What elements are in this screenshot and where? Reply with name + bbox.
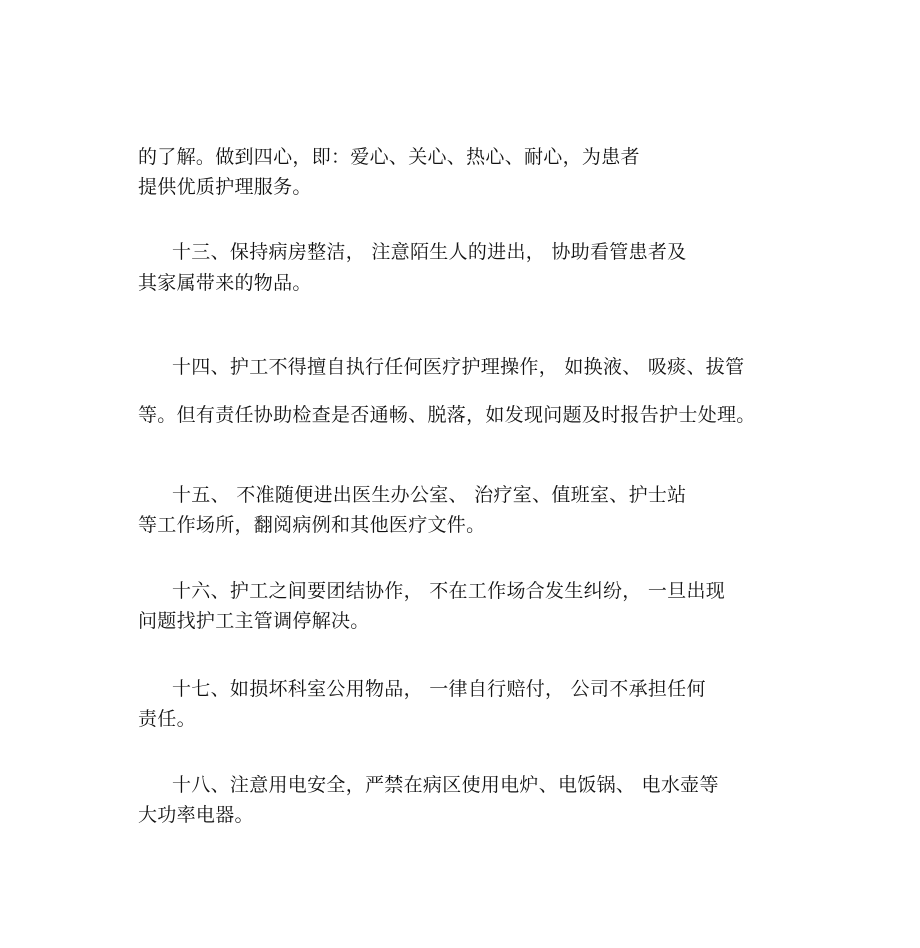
paragraph-line: 十五、 不准随便进出医生办公室、 治疗室、值班室、护士站 bbox=[172, 484, 687, 506]
paragraph-line: 等工作场所，翻阅病例和其他医疗文件。 bbox=[138, 514, 486, 536]
paragraph-line: 十三、保持病房整洁， 注意陌生人的进出， 协助看管患者及 bbox=[172, 241, 687, 263]
paragraph-line: 十八、注意用电安全，严禁在病区使用电炉、电饭锅、 电水壶等 bbox=[172, 774, 719, 796]
paragraph-line: 十六、护工之间要团结协作， 不在工作场合发生纠纷， 一旦出现 bbox=[172, 580, 726, 602]
paragraph-line: 大功率电器。 bbox=[138, 804, 254, 826]
paragraph-line: 的了解。做到四心，即：爱心、关心、热心、耐心，为患者 bbox=[138, 146, 640, 168]
paragraph-line: 十七、如损坏科室公用物品， 一律自行赔付， 公司不承担任何 bbox=[172, 678, 706, 700]
paragraph-line: 等。但有责任协助检查是否通畅、脱落，如发现问题及时报告护士处理。 bbox=[138, 404, 756, 426]
paragraph-line: 提供优质护理服务。 bbox=[138, 176, 312, 198]
paragraph-line: 问题找护工主管调停解决。 bbox=[138, 610, 370, 632]
paragraph-line: 十四、护工不得擅自执行任何医疗护理操作， 如换液、 吸痰、拔管 bbox=[172, 356, 745, 378]
paragraph-line: 责任。 bbox=[138, 708, 196, 730]
paragraph-line: 其家属带来的物品。 bbox=[138, 272, 312, 294]
